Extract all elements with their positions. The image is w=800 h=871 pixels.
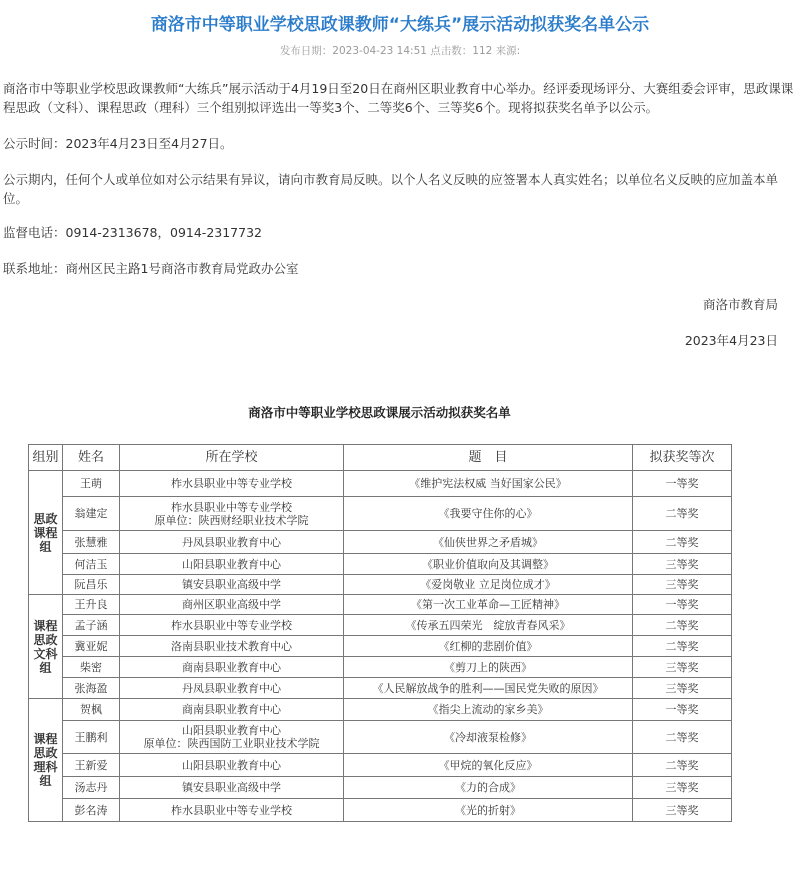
name-cell: 何洁玉 <box>63 554 120 575</box>
name-cell: 张慧雅 <box>63 531 120 554</box>
table-row <box>29 777 732 799</box>
topic-cell: 《甲烷的氧化反应》 <box>344 754 633 777</box>
name-cell: 孟子涵 <box>63 615 120 636</box>
name-cell: 王萌 <box>63 471 120 497</box>
award-cell: 三等奖 <box>633 777 732 799</box>
school-cell: 山阳县职业教育中心 <box>120 554 344 575</box>
award-cell: 三等奖 <box>633 799 732 822</box>
topic-cell: 《光的折射》 <box>344 799 633 822</box>
table-title: 商洛市中等职业学校思政课展示活动拟获奖名单 <box>248 405 511 420</box>
award-cell: 二等奖 <box>633 497 732 531</box>
topic-cell: 《仙侠世界之矛盾城》 <box>344 531 633 554</box>
publish-date: 2023年4月23日 <box>684 333 778 348</box>
table-row <box>29 554 732 575</box>
topic-cell: 《指尖上流动的家乡美》 <box>344 699 633 721</box>
table-row <box>29 615 732 636</box>
objection-notice: 公示期内，任何个人或单位如对公示结果有异议，请向市教育局反映。以个人名义反映的应签署本人真实姓名；以单位名义反映的应加盖本单位。 <box>3 172 779 206</box>
award-table <box>28 444 732 822</box>
school-cell: 柞水县职业中等专业学校 <box>120 799 344 822</box>
supervision-phone: 监督电话：0914-2313678，0914-2317732 <box>3 225 262 240</box>
topic-cell: 《冷却液泵检修》 <box>344 721 633 754</box>
school-cell: 丹凤县职业教育中心 <box>120 678 344 699</box>
school-cell: 镇安县职业高级中学 <box>120 575 344 595</box>
name-cell: 汤志丹 <box>63 777 120 799</box>
publicity-period: 公示时间：2023年4月23日至4月27日。 <box>3 136 233 151</box>
group-cell: 思政课程组 <box>29 471 63 595</box>
school-cell: 商南县职业教育中心 <box>120 699 344 721</box>
header-group: 组别 <box>29 445 63 471</box>
name-cell: 冀亚妮 <box>63 636 120 657</box>
school-cell: 商州区职业高级中学 <box>120 595 344 615</box>
school-cell: 镇安县职业高级中学 <box>120 777 344 799</box>
name-cell: 彭名涛 <box>63 799 120 822</box>
topic-cell: 《爱岗敬业 立足岗位成才》 <box>344 575 633 595</box>
table-row <box>29 699 732 721</box>
award-cell: 一等奖 <box>633 595 732 615</box>
table-row <box>29 657 732 678</box>
school-cell: 柞水县职业中等专业学校 <box>120 615 344 636</box>
school-cell: 山阳县职业教育中心 <box>120 754 344 777</box>
header-award: 拟获奖等次 <box>633 445 732 471</box>
table-row <box>29 531 732 554</box>
intro-paragraph: 商洛市中等职业学校思政课教师“大练兵”展示活动于4月19日至20日在商州区职业教育中心举办。经评委现场评分、大赛组委会评审，思政课课程思政（文科）、课程思政（理科）三个组别拟评选出一等奖3个、二等奖6个、三等奖6个。现将拟获奖名单予以公示。 <box>3 81 794 115</box>
table-row <box>29 721 732 754</box>
topic-cell: 《力的合成》 <box>344 777 633 799</box>
table-row <box>29 471 732 497</box>
header-topic: 题 目 <box>344 445 633 471</box>
school-cell: 柞水县职业中等专业学校 原单位：陕西财经职业技术学院 <box>120 497 344 531</box>
header-school: 所在学校 <box>120 445 344 471</box>
contact-address: 联系地址：商州区民主路1号商洛市教育局党政办公室 <box>3 261 299 276</box>
school-cell: 柞水县职业中等专业学校 <box>120 471 344 497</box>
page-title: 商洛市中等职业学校思政课教师“大练兵”展示活动拟获奖名单公示 <box>150 15 650 35</box>
award-cell: 二等奖 <box>633 636 732 657</box>
topic-cell: 《职业价值取向及其调整》 <box>344 554 633 575</box>
name-cell: 翁建定 <box>63 497 120 531</box>
award-cell: 三等奖 <box>633 657 732 678</box>
topic-cell: 《红柳的悲剧价值》 <box>344 636 633 657</box>
group-cell: 课程思政理科组 <box>29 699 63 822</box>
award-cell: 二等奖 <box>633 754 732 777</box>
table-row <box>29 799 732 822</box>
table-header <box>29 445 732 471</box>
award-cell: 三等奖 <box>633 554 732 575</box>
table-row <box>29 678 732 699</box>
school-cell: 洛南县职业技术教育中心 <box>120 636 344 657</box>
header-name: 姓名 <box>63 445 120 471</box>
topic-cell: 《人民解放战争的胜利——国民党失败的原因》 <box>344 678 633 699</box>
award-cell: 一等奖 <box>633 471 732 497</box>
school-cell: 丹凤县职业教育中心 <box>120 531 344 554</box>
table-row <box>29 497 732 531</box>
topic-cell: 《传承五四荣光 绽放青春风采》 <box>344 615 633 636</box>
topic-cell: 《维护宪法权威 当好国家公民》 <box>344 471 633 497</box>
article-meta: 发布日期：2023-04-23 14:51 点击数：112 来源: <box>279 45 521 57</box>
topic-cell: 《第一次工业革命—工匠精神》 <box>344 595 633 615</box>
name-cell: 张海盈 <box>63 678 120 699</box>
table-row <box>29 595 732 615</box>
table-row <box>29 636 732 657</box>
table-row <box>29 575 732 595</box>
name-cell: 阮昌乐 <box>63 575 120 595</box>
name-cell: 贺枫 <box>63 699 120 721</box>
award-cell: 二等奖 <box>633 531 732 554</box>
topic-cell: 《剪刀上的陕西》 <box>344 657 633 678</box>
topic-cell: 《我要守住你的心》 <box>344 497 633 531</box>
award-cell: 三等奖 <box>633 575 732 595</box>
name-cell: 王新爱 <box>63 754 120 777</box>
table-row <box>29 754 732 777</box>
award-cell: 一等奖 <box>633 699 732 721</box>
award-cell: 二等奖 <box>633 615 732 636</box>
name-cell: 王鹏利 <box>63 721 120 754</box>
school-cell: 山阳县职业教育中心 原单位：陕西国防工业职业技术学院 <box>120 721 344 754</box>
award-cell: 二等奖 <box>633 721 732 754</box>
group-cell: 课程思政文科组 <box>29 595 63 699</box>
school-cell: 商南县职业教育中心 <box>120 657 344 678</box>
signature: 商洛市教育局 <box>702 297 778 312</box>
name-cell: 王升良 <box>63 595 120 615</box>
award-cell: 三等奖 <box>633 678 732 699</box>
name-cell: 柴密 <box>63 657 120 678</box>
